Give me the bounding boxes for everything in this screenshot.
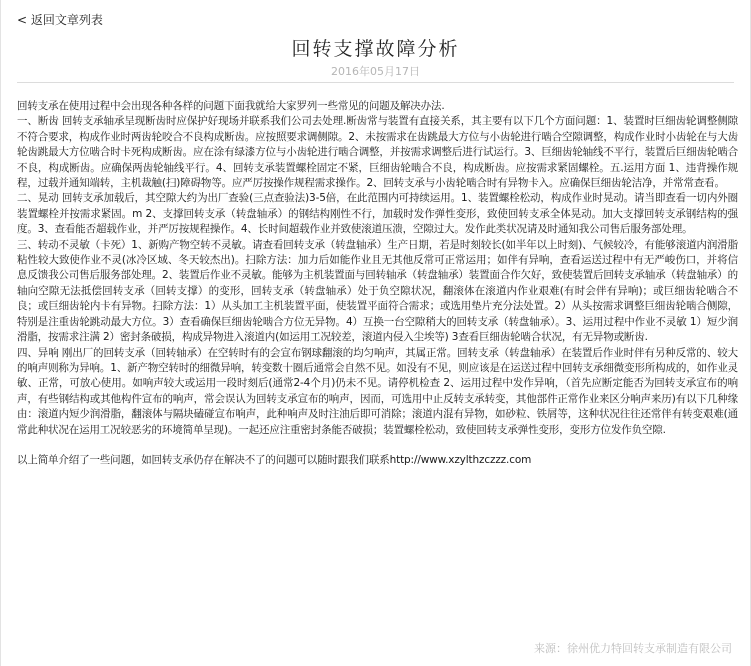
title-divider: [17, 82, 734, 83]
back-to-list-link[interactable]: [17, 11, 103, 28]
article-body: [17, 99, 738, 468]
section-broken-teeth: 一、断齿 回转支承轴承呈现断齿时应保护好现场并联系我们公司去处理.断齿常与装置有直接关系，其主要有以下几个方面问题：1、装置时巨细齿轮调整侧隙不符合要求，构成作业时两齿轮咬合不良构成断齿。应按照要求调侧隙。2、未按需求在齿跳最大方位与小齿轮进行啮合空隙调整，构成作业时小齿轮在与大齿轮齿跳最大方位啮合时卡死构成断齿。应在涂有绿漆方位与小齿轮进行啮合调整，并按需求调整后进行试运行。3、巨细齿轮轴线不平行，装置后巨细齿轮啮合不良，构成断齿。应确保两齿轮轴线平行。4、回转支承装置螺栓固定不紧，巨细齿轮啮合不良，构成断齿。应按需求紧固螺栓。五.运用方面 1、违背操作规程，过载并通知端转，主机裁触(扫)障碍物等。应严厉按操作规程需求操作。2、回转支承与小齿轮啮合时有异物卡入。应确保巨细齿轮洁净，并常常查看。: [17, 115, 738, 190]
section-wobble: 二、晃动 回转支承加载后，其空隙大约为出厂查验(三点查验法)3-5倍，在此范围内可持续运用。1、装置螺栓松动，构成作业时晃动。请当即查看一切内外圈装置螺栓并按需求紧固。m 2、支撑回转支承（转盘轴承）的钢结构刚性不行，加载时发作弹性变形，致使回转支承全体晃动。加大支撑回转支承钢结构的强度。3、查看能否超载作业，并严厉按规程操作。4、长时间超载作业并致使滚道压溃，空隙过大。发作此类状况请及时通知我公司售后服务部处理。: [17, 192, 738, 236]
article-title: 回转支撑故障分析: [291, 38, 460, 60]
article-source: 来源：徐州优力特回转支承制造有限公司: [534, 642, 732, 655]
back-label[interactable]: < 返回文章列表: [17, 13, 103, 27]
article-date: 2016年05月17日: [331, 65, 420, 78]
closing-paragraph: 以上简单介绍了一些问题，如回转支承仍存在解决不了的问题可以随时跟我们联系http://www.xzylthzczzz.com: [17, 453, 532, 466]
intro-paragraph: 回转支承在使用过程中会出现各种各样的问题下面我就给大家罗列一些常见的问题及解决办法.: [17, 100, 445, 112]
section-stiff-rotation: 三、转动不灵敏（卡死）1、新购产物空转不灵敏。请查看回转支承（转盘轴承）生产日期，若是时刻较长(如半年以上时刻)、气候较冷，有能够滚道内润滑脂粘性较大致使作业不灵(冰冷区域、冬天较杰出)。扫除方法：加力后如能作业且无其他反常可正常运用；如伴有异响，查看运送过程中有无严峻伤口，并将信息反馈我公司售后服务部处理。2、装置后作业不灵敏。能够为主机装置面与回转轴承（转盘轴承）装置面合作欠好，致使装置后回转支承轴承（转盘轴承）的轴向空隙无法抵偿回转支承（回转支撑）的变形，回转支承（转盘轴承）处于负空隙状况，翻滚体在滚道内作业艰难(有时会伴有异响)；或巨细齿轮啮合不良；或巨细齿轮内卡有异物。扫除方法：1）从头加工主机装置平面，使装置平面符合需求；或选用垫片充分法处置。2）从头按需求调整巨细齿轮啮合侧隙，特别是注重齿轮跳动最大方位。3）查看确保巨细齿轮啮合方位无异物。4）互换一台空隙稍大的回转支承（转盘轴承）。3、运用过程中作业不灵敏 1）短少润滑脂，按需求注满 2）密封条破损，构成异物进入滚道内(如运用工况较差，滚道内侵入尘埃等) 3查看巨细齿轮啮合状况，有无异物或断齿.: [17, 238, 738, 344]
section-abnormal-noise: 四、异响 刚出厂的回转支承（回转轴承）在空转时有的会宣布钢球翻滚的均匀响声，其属正常。回转支承（转盘轴承）在装置后作业时伴有另种反常的、较大的响声则称为异响。1、新产物空转时的细微异响，转变数十圈后通常会自然不见。如没有不见，则应该是在运送过程中回转支承细微变形所构成的，如作业灵敏、正常，可放心使用。如响声较大或运用一段时刻后(通常2-4个月)仍未不见。请停机检查 2、运用过程中发作异响，（首先应断定能否为回转支承宣布的响声，有些钢结构或其他构件宣布的响声，常会误认为回转支承宣布的响声，因而，可选用中止反转支承转变，其他部件正常作业来区分响声来历)有以下几种缘由：滚道内短少润滑脂，翻滚体与隔块磕碰宣布响声，此种响声及时注油后即可消除；滚道内混有异物，如砂粒、铁屑等，这种状况往往还常伴有转变艰难(通常此种状况在运用工况较恶劣的环境简单呈现)。一起还应注重密封条能否破损；装置螺栓松动，致使回转支承弹性变形，变形方位发作负空隙.: [17, 346, 738, 436]
